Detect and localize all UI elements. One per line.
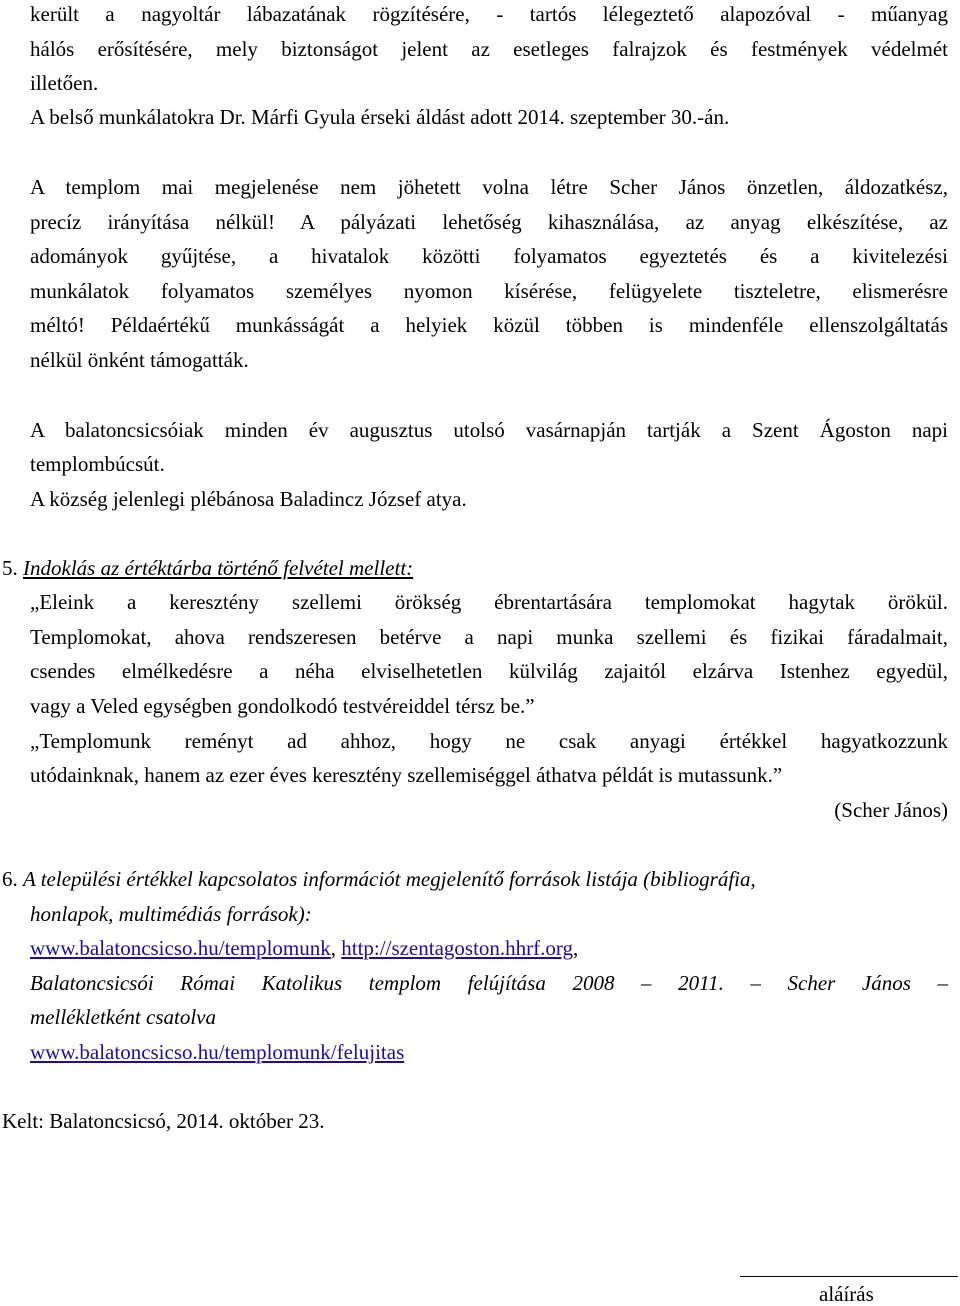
para2-line-5: méltó! Példaértékű munkásságát a helyiek közül többen is mindenféle ellenszolgáltatás xyxy=(30,313,948,337)
para2-line-6: nélkül önként támogatták. xyxy=(30,348,249,372)
date-line: Kelt: Balatoncsicsó, 2014. október 23. xyxy=(2,1109,325,1133)
quote-line-4: vagy a Veled egységben gondolkodó testvéreiddel térsz be.” xyxy=(30,694,535,718)
para1-line-1: került a nagyoltár lábazatának rögzítésére, - tartós lélegeztető alapozóval - műanyag xyxy=(30,2,948,26)
signature-label: aláírás xyxy=(819,1282,874,1306)
para2-line-2: precíz irányítása nélkül! A pályázati lehetőség kihasználása, az anyag elkészítése, az xyxy=(30,210,948,234)
para1-line-4: A belső munkálatokra Dr. Márfi Gyula érseki áldást adott 2014. szeptember 30.-án. xyxy=(30,105,730,129)
attachment-line-2: mellékletként csatolva xyxy=(30,1005,216,1029)
templomunk-link[interactable]: www.balatoncsicso.hu/templomunk xyxy=(30,936,331,960)
section5-heading xyxy=(2,556,413,580)
section6-number: 6. xyxy=(2,867,18,891)
para3-line-3: A község jelenlegi plébánosa Baladincz József atya. xyxy=(30,487,467,511)
section6-title-line-1: A települési értékkel kapcsolatos információt megjelenítő források listája (bibliográfia, xyxy=(23,867,756,891)
quote-line-3: csendes elmélkedésre a néha elviselhetetlen külvilág zajaitól elzárva Istenhez egyedül, xyxy=(30,659,948,683)
para3-line-2: templombúcsút. xyxy=(30,452,165,476)
para2-line-4: munkálatok folyamatos személyes nyomon kísérése, felügyelete tiszteletre, elismerésre xyxy=(30,279,948,303)
quote-line-1: „Eleink a keresztény szellemi örökség ébrentartására templomokat hagytak örökül. xyxy=(30,590,948,614)
para2-line-3: adományok gyűjtése, a hivatalok közötti folyamatos egyeztetés és a kivitelezési xyxy=(30,244,948,268)
quote-attribution: (Scher János) xyxy=(834,798,948,822)
section6-title-line-2: honlapok, multimédiás források): xyxy=(30,902,312,926)
para3-line-1: A balatoncsicsóiak minden év augusztus utolsó vasárnapján tartják a Szent Ágoston napi xyxy=(30,418,948,442)
links-trailing-comma: , xyxy=(573,936,579,960)
felujitas-link[interactable]: www.balatoncsicso.hu/templomunk/felujitas xyxy=(30,1040,405,1064)
quote-line-2: Templomokat, ahova rendszeresen betérve a napi munka szellemi és fizikai fáradalmait, xyxy=(30,625,948,649)
section6-heading xyxy=(2,867,756,891)
para1-line-2: hálós erősítésére, mely biztonságot jelent az esetleges falrajzok és festmények védelmét xyxy=(30,37,948,61)
links-line xyxy=(30,936,578,960)
para2-line-1: A templom mai megjelenése nem jöhetett volna létre Scher János önzetlen, áldozatkész, xyxy=(30,175,948,199)
section5-number: 5. xyxy=(2,556,18,580)
signature-rule xyxy=(740,1276,958,1277)
link-separator: , xyxy=(330,936,342,960)
szentagoston-link[interactable]: http://szentagoston.hhrf.org xyxy=(341,936,574,960)
quote-line-5: „Templomunk reményt ad ahhoz, hogy ne csak anyagi értékkel hagyatkozzunk xyxy=(30,729,948,753)
para1-line-3: illetően. xyxy=(30,71,99,95)
section5-title: Indoklás az értéktárba történő felvétel mellett: xyxy=(23,556,414,580)
attachment-line-1: Balatoncsicsói Római Katolikus templom felújítása 2008 – 2011. – Scher János – xyxy=(30,971,948,995)
quote-line-6: utódainknak, hanem az ezer éves keresztény szellemiséggel áthatva példát is mutassunk.” xyxy=(30,763,783,787)
felujitas-link-line xyxy=(30,1040,404,1064)
